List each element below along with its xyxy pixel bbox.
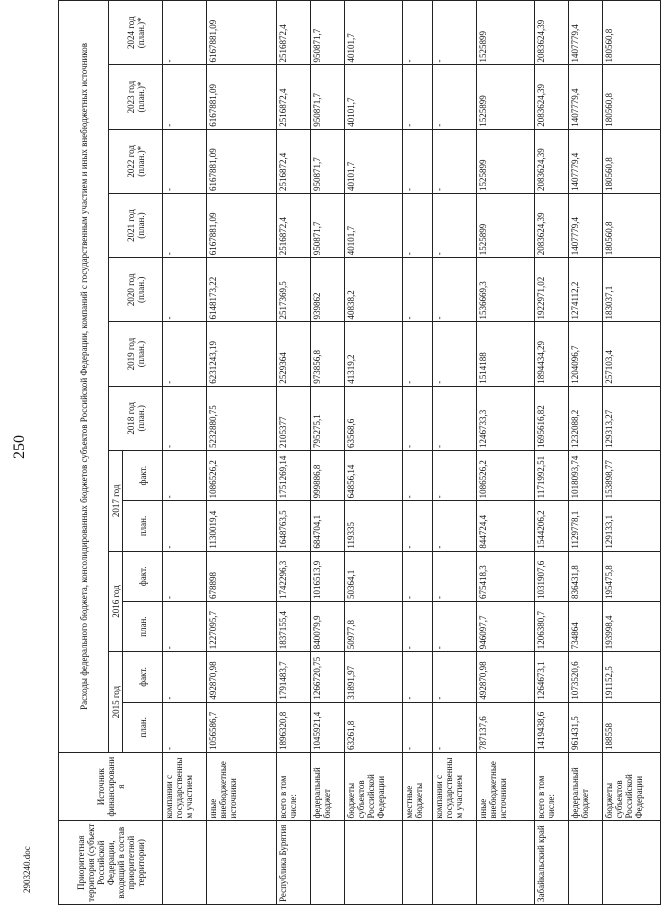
value-cell: 950871,7 (311, 129, 345, 193)
value-cell: 2517369,5 (277, 258, 311, 322)
table-body (163, 1, 661, 905)
value-cell: 684704,1 (311, 501, 345, 551)
value-cell: - (433, 193, 477, 257)
value-cell: - (433, 1, 477, 65)
value-cell: 1407779,4 (569, 1, 603, 65)
value-cell: - (433, 129, 477, 193)
value-cell: - (403, 322, 433, 386)
table-row (311, 1, 345, 905)
value-cell: - (163, 501, 207, 551)
header-2015-fact: факт. (123, 652, 163, 702)
value-cell: 1922971,02 (535, 258, 569, 322)
value-cell: - (433, 601, 477, 651)
header-year-2015: 2015 год (109, 652, 123, 753)
value-cell: 5232880,75 (207, 386, 277, 450)
source-cell: компании с государственным участием (433, 752, 477, 821)
value-cell: 950871,7 (311, 1, 345, 65)
value-cell: - (163, 322, 207, 386)
value-cell: - (433, 322, 477, 386)
value-cell: 950871,7 (311, 65, 345, 129)
header-year-2017: 2017 год (109, 450, 123, 551)
value-cell: 795275,1 (311, 386, 345, 450)
value-cell: - (403, 450, 433, 500)
source-cell: всего в том числе: (277, 752, 311, 821)
value-cell: 1407779,4 (569, 65, 603, 129)
header-group-title: Расходы федерального бюджета, консолидированных бюджетов субъектов Российской Федерации, компаний с государственным участием и иных внебюджетных источников (59, 1, 109, 753)
table-row (569, 1, 603, 905)
value-cell: 1227095,7 (207, 601, 277, 651)
value-cell: 1274112,2 (569, 258, 603, 322)
value-cell: 50364,1 (345, 551, 403, 601)
value-cell: - (163, 601, 207, 651)
value-cell: - (403, 258, 433, 322)
value-cell: 2083624,39 (535, 129, 569, 193)
value-cell: 675418,3 (477, 551, 535, 601)
value-cell: 2529364 (277, 322, 311, 386)
value-cell: 2516872,4 (277, 193, 311, 257)
header-territory: Приоритетная территория (субъект Российской Федерации, входящий в состав приоритетной территории) (59, 821, 163, 905)
value-cell: - (433, 501, 477, 551)
value-cell: 129133,1 (603, 501, 661, 551)
value-cell: 2516872,4 (277, 129, 311, 193)
header-year-2022: 2022 год (план.)* (109, 129, 163, 193)
value-cell: 1018093,74 (569, 450, 603, 500)
rotated-table-area (58, 0, 644, 905)
territory-cell (569, 821, 603, 905)
table-row (277, 1, 311, 905)
value-cell: 183037,1 (603, 258, 661, 322)
source-cell: иные внебюджетные источники (207, 752, 277, 821)
value-cell: 946097,7 (477, 601, 535, 651)
value-cell: 1837155,4 (277, 601, 311, 651)
value-cell: - (403, 65, 433, 129)
value-cell: - (403, 601, 433, 651)
value-cell: 950871,7 (311, 193, 345, 257)
value-cell: 734864 (569, 601, 603, 651)
table-row (345, 1, 403, 905)
value-cell: 50977,8 (345, 601, 403, 651)
value-cell: 678898 (207, 551, 277, 601)
value-cell: - (403, 501, 433, 551)
header-source: Источник финансирования (59, 752, 163, 821)
value-cell: - (433, 652, 477, 702)
value-cell: - (163, 258, 207, 322)
value-cell: 1695616,82 (535, 386, 569, 450)
value-cell: 1525899 (477, 65, 535, 129)
territory-cell (433, 821, 477, 905)
value-cell: 180560,8 (603, 65, 661, 129)
header-year-2024: 2024 год (план.)* (109, 1, 163, 65)
value-cell: 973856,8 (311, 322, 345, 386)
value-cell: - (403, 551, 433, 601)
value-cell: 40101,7 (345, 65, 403, 129)
value-cell: 1648763,5 (277, 501, 311, 551)
value-cell: 1514188 (477, 322, 535, 386)
value-cell: 1419438,6 (535, 702, 569, 752)
value-cell: - (433, 551, 477, 601)
value-cell: 840079,9 (311, 601, 345, 651)
value-cell: 6148173,22 (207, 258, 277, 322)
header-2015-plan: план. (123, 702, 163, 752)
value-cell: 1045921,4 (311, 702, 345, 752)
value-cell: 1171992,51 (535, 450, 569, 500)
value-cell: 1056586,7 (207, 702, 277, 752)
value-cell: 939862 (311, 258, 345, 322)
table-row (163, 1, 207, 905)
value-cell: - (403, 702, 433, 752)
value-cell: 1407779,4 (569, 129, 603, 193)
value-cell: 31891,97 (345, 652, 403, 702)
value-cell: 2105377 (277, 386, 311, 450)
value-cell: 1086526,2 (477, 450, 535, 500)
source-cell: федеральный бюджет (569, 752, 603, 821)
source-cell: компании с государственным участием (163, 752, 207, 821)
value-cell: - (163, 386, 207, 450)
value-cell: 63568,6 (345, 386, 403, 450)
territory-cell (403, 821, 433, 905)
value-cell: 1246733,3 (477, 386, 535, 450)
value-cell: 787137,6 (477, 702, 535, 752)
value-cell: - (163, 551, 207, 601)
value-cell: 1525899 (477, 193, 535, 257)
territory-cell (603, 821, 661, 905)
value-cell: 1791483,7 (277, 652, 311, 702)
value-cell: 2516872,4 (277, 65, 311, 129)
value-cell: 1544206,2 (535, 501, 569, 551)
value-cell: - (433, 386, 477, 450)
value-cell: 1742296,3 (277, 551, 311, 601)
value-cell: 6167881,09 (207, 1, 277, 65)
table-row (535, 1, 569, 905)
value-cell: - (163, 129, 207, 193)
value-cell: 961431,5 (569, 702, 603, 752)
value-cell: 40101,7 (345, 129, 403, 193)
value-cell: 193998,4 (603, 601, 661, 651)
source-cell: всего в том числе: (535, 752, 569, 821)
value-cell: 1129778,1 (569, 501, 603, 551)
value-cell: 6167881,09 (207, 65, 277, 129)
value-cell: 6167881,09 (207, 193, 277, 257)
table-row (603, 1, 661, 905)
source-cell: бюджеты субъектов Российской Федерации (603, 752, 661, 821)
page-number: 250 (11, 435, 28, 459)
value-cell: 1130019,4 (207, 501, 277, 551)
value-cell: 1266720,75 (311, 652, 345, 702)
source-cell: местные бюджеты (403, 752, 433, 821)
value-cell: 6167881,09 (207, 129, 277, 193)
value-cell: 836431,8 (569, 551, 603, 601)
value-cell: - (403, 193, 433, 257)
header-year-2016: 2016 год (109, 551, 123, 652)
value-cell: 2516872,4 (277, 1, 311, 65)
value-cell: - (433, 65, 477, 129)
value-cell: 129313,27 (603, 386, 661, 450)
value-cell: 492870,98 (207, 652, 277, 702)
value-cell: - (403, 652, 433, 702)
value-cell: 1016513,9 (311, 551, 345, 601)
expenditure-table (58, 0, 661, 905)
table-row (433, 1, 477, 905)
source-cell: иные внебюджетные источники (477, 752, 535, 821)
value-cell: - (163, 193, 207, 257)
value-cell: 1896320,8 (277, 702, 311, 752)
header-2017-plan: план. (123, 501, 163, 551)
territory-cell (163, 821, 207, 905)
value-cell: 40101,7 (345, 1, 403, 65)
header-year-2019: 2019 год (план.) (109, 322, 163, 386)
territory-cell (207, 821, 277, 905)
value-cell: - (163, 65, 207, 129)
value-cell: - (163, 702, 207, 752)
territory-cell: Забайкальский край (535, 821, 569, 905)
value-cell: 2083624,39 (535, 65, 569, 129)
value-cell: 1031907,6 (535, 551, 569, 601)
value-cell: 2083624,39 (535, 193, 569, 257)
value-cell: 41319,2 (345, 322, 403, 386)
value-cell: 1206380,7 (535, 601, 569, 651)
value-cell: 1204096,7 (569, 322, 603, 386)
header-year-2023: 2023 год (план.)* (109, 65, 163, 129)
value-cell: 40838,2 (345, 258, 403, 322)
value-cell: 1232088,2 (569, 386, 603, 450)
value-cell: 2083624,39 (535, 1, 569, 65)
value-cell: 119335 (345, 501, 403, 551)
value-cell: 180560,8 (603, 193, 661, 257)
value-cell: - (433, 702, 477, 752)
table-row (477, 1, 535, 905)
value-cell: - (403, 1, 433, 65)
value-cell: 64856,14 (345, 450, 403, 500)
value-cell: 63261,8 (345, 702, 403, 752)
value-cell: 1407779,4 (569, 193, 603, 257)
value-cell: 1894434,29 (535, 322, 569, 386)
value-cell: 1751269,14 (277, 450, 311, 500)
value-cell: 1525899 (477, 129, 535, 193)
value-cell: 257103,4 (603, 322, 661, 386)
header-year-2018: 2018 год (план.) (109, 386, 163, 450)
territory-cell (311, 821, 345, 905)
territory-cell (345, 821, 403, 905)
value-cell: 180560,8 (603, 1, 661, 65)
value-cell: 1086526,2 (207, 450, 277, 500)
header-year-2021: 2021 год (план.) (109, 193, 163, 257)
table-row (207, 1, 277, 905)
source-cell: федеральный бюджет (311, 752, 345, 821)
territory-cell: Республика Бурятия (277, 821, 311, 905)
source-cell: бюджеты субъектов Российской Федерации (345, 752, 403, 821)
value-cell: 195475,8 (603, 551, 661, 601)
value-cell: 1536669,3 (477, 258, 535, 322)
header-2016-plan: план. (123, 601, 163, 651)
value-cell: 188558 (603, 702, 661, 752)
value-cell: - (403, 386, 433, 450)
value-cell: 1264673,1 (535, 652, 569, 702)
header-year-2020: 2020 год (план.) (109, 258, 163, 322)
value-cell: 492870,98 (477, 652, 535, 702)
header-2017-fact: факт. (123, 450, 163, 500)
value-cell: 999886,8 (311, 450, 345, 500)
value-cell: 6231243,19 (207, 322, 277, 386)
value-cell: - (163, 1, 207, 65)
value-cell: - (433, 450, 477, 500)
value-cell: 40101,7 (345, 193, 403, 257)
header-2016-fact: факт. (123, 551, 163, 601)
value-cell: 1525899 (477, 1, 535, 65)
value-cell: - (163, 450, 207, 500)
value-cell: - (403, 129, 433, 193)
value-cell: 180560,8 (603, 129, 661, 193)
value-cell: 153898,77 (603, 450, 661, 500)
value-cell: 844724,4 (477, 501, 535, 551)
value-cell: 1073520,6 (569, 652, 603, 702)
table-row (403, 1, 433, 905)
value-cell: 191152,5 (603, 652, 661, 702)
value-cell: - (433, 258, 477, 322)
value-cell: - (163, 652, 207, 702)
territory-cell (477, 821, 535, 905)
file-name-note: 2903240.doc (22, 846, 32, 893)
